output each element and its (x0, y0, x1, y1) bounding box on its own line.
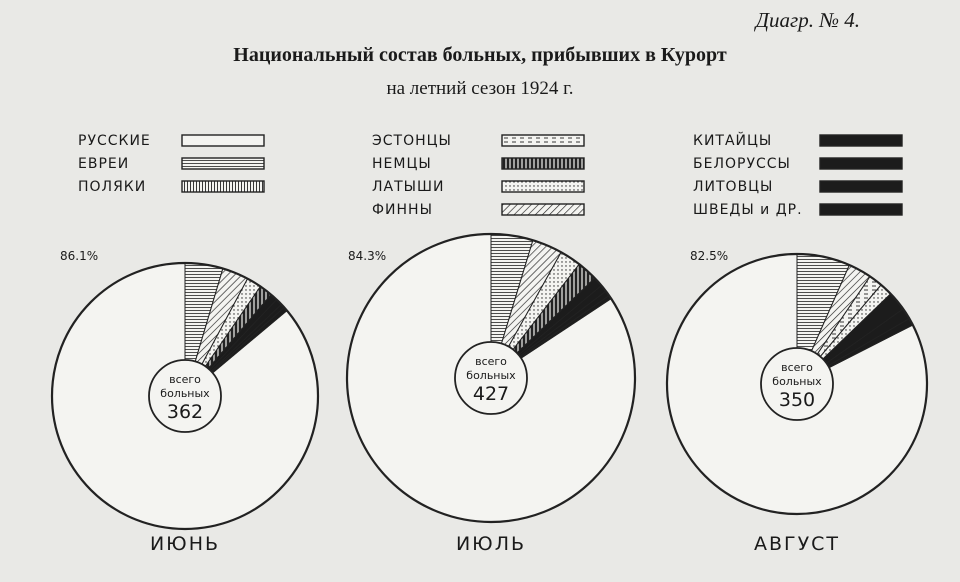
legend-swatch-shvedy-i-dr (820, 204, 902, 215)
legend-swatch-kitaytsy (820, 135, 902, 146)
legend-swatch-russkie (182, 135, 264, 146)
legend-label-kitaytsy: КИТАЙЦЫ (693, 133, 773, 149)
legend-swatch-finny (502, 204, 584, 215)
legend-label-nemtsy: НЕМЦЫ (372, 156, 432, 172)
pie-center-label-top: всего (169, 373, 201, 386)
legend-swatch-evrei (182, 158, 264, 169)
legend-label-latyshi: ЛАТЫШИ (372, 179, 445, 195)
legend-swatch-litovtsy (820, 181, 902, 192)
chart-subtitle: на летний сезон 1924 г. (386, 78, 574, 99)
pie-month-label: АВГУСТ (753, 533, 841, 555)
pies (52, 234, 927, 555)
pie-percent-label: 82.5% (690, 249, 729, 263)
legend-label-finny: ФИННЫ (372, 202, 433, 218)
pie-iyul (347, 234, 635, 555)
pie-month-label: ИЮНЬ (149, 533, 221, 555)
legend-label-belorussy: БЕЛОРУССЫ (693, 156, 791, 172)
pie-percent-label: 86.1% (60, 249, 99, 263)
legend-label-litovtsy: ЛИТОВЦЫ (693, 179, 774, 195)
pie-center-label-mid: больных (772, 375, 822, 388)
legend-label-evrei: ЕВРЕИ (78, 156, 130, 172)
pie-iyun (52, 249, 318, 555)
pie-total-value: 362 (166, 401, 204, 423)
pie-center-label-top: всего (475, 355, 507, 368)
pie-avgust (667, 249, 927, 555)
pie-total-value: 427 (472, 383, 510, 405)
diagram-number: Диагр. № 4. (755, 8, 860, 32)
pie-percent-label: 84.3% (348, 249, 387, 263)
pie-center-label-mid: больных (466, 369, 516, 382)
legend-swatch-nemtsy (502, 158, 584, 169)
legend-label-russkie: РУССКИЕ (78, 133, 151, 149)
chart-title: Национальный состав больных, прибывших в Курорт (233, 44, 727, 66)
legend-label-polyaki: ПОЛЯКИ (78, 179, 147, 195)
legend-swatch-belorussy (820, 158, 902, 169)
legend (78, 131, 902, 218)
legend-label-estontsy: ЭСТОНЦЫ (372, 133, 452, 149)
legend-swatch-estontsy (502, 135, 584, 146)
pie-center-label-mid: больных (160, 387, 210, 400)
legend-swatch-polyaki (182, 181, 264, 192)
legend-label-shvedy-i-dr: ШВЕДЫ и ДР. (693, 202, 803, 218)
pie-month-label: ИЮЛЬ (455, 533, 527, 555)
legend-swatch-latyshi (502, 181, 584, 192)
pie-total-value: 350 (778, 389, 816, 411)
pie-center-label-top: всего (781, 361, 813, 374)
